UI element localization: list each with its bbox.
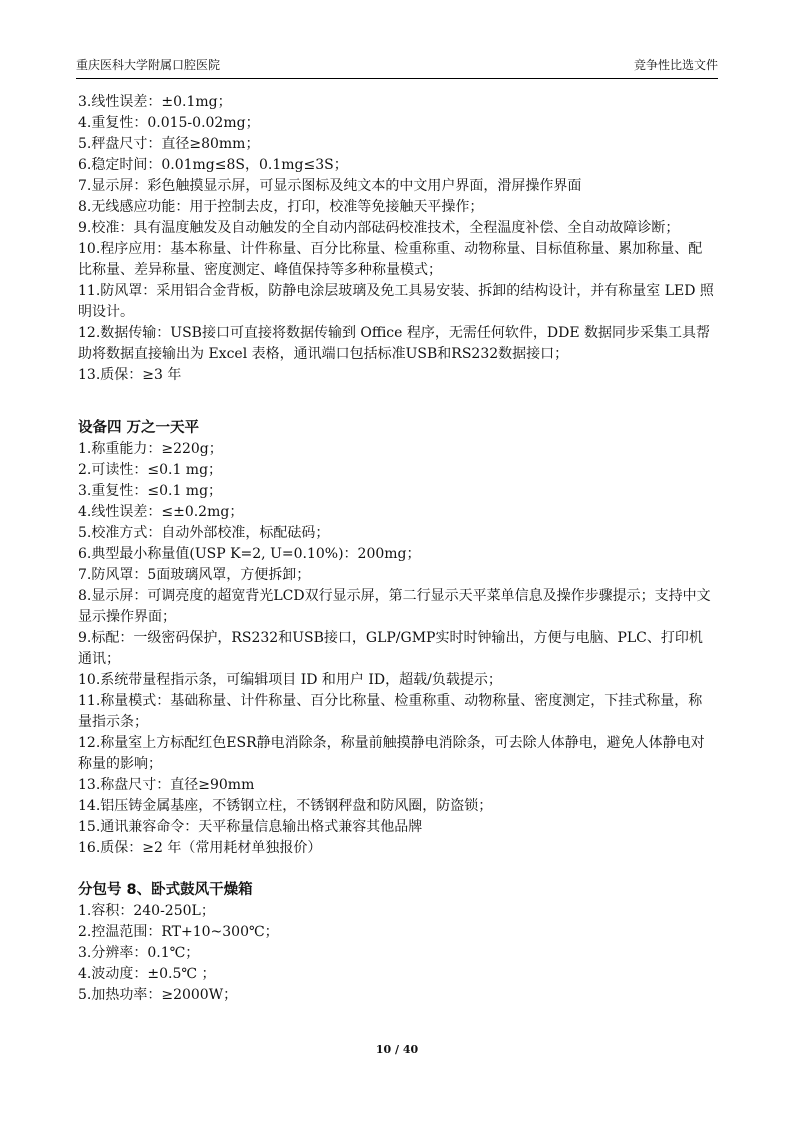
spec-item: 9.校准：具有温度触发及自动触发的全自动内部砝码校准技术，全程温度补偿、全自动故障诊断； bbox=[78, 220, 680, 236]
spec-item: 1.称重能力：≥220g； bbox=[78, 441, 223, 457]
spec-item: 12.称量室上方标配红色ESR静电消除条，称量前触摸静电消除条，可去除人体静电，避免人体静电对称量的影响； bbox=[78, 735, 705, 772]
spec-item: 4.波动度：±0.5℃ ； bbox=[78, 966, 216, 982]
section-title: 分包号 8、卧式鼓风干燥箱 bbox=[78, 882, 253, 898]
spec-item: 9.标配：一级密码保护，RS232和USB接口，GLP/GMP实时时钟输出，方便与电脑、PLC、打印机通讯； bbox=[78, 630, 703, 667]
header-doc-type: 竞争性比选文件 bbox=[633, 58, 718, 72]
section-equipment-4 bbox=[78, 418, 714, 859]
spec-item: 10.程序应用：基本称量、计件称量、百分比称量、检重称重、动物称量、目标值称量、累加称量、配比称量、差异称量、密度测定、峰值保持等多种称量模式； bbox=[78, 241, 703, 278]
spec-item: 5.秤盘尺寸：直径≥80mm； bbox=[78, 136, 260, 152]
spec-item: 16.质保：≥2 年（常用耗材单独报价） bbox=[78, 840, 322, 856]
spec-item: 15.通讯兼容命令：天平称量信息输出格式兼容其他品牌 bbox=[78, 819, 423, 835]
spec-item: 2.控温范围：RT+10~300℃； bbox=[78, 924, 279, 940]
section-title: 设备四 万之一天平 bbox=[78, 420, 200, 436]
spec-item: 11.称量模式：基础称量、计件称量、百分比称量、检重称重、动物称量、密度测定，下挂式称量，称量指示条； bbox=[78, 693, 703, 730]
spec-item: 14.铝压铸金属基座，不锈钢立柱，不锈钢秤盘和防风圈，防盗锁； bbox=[78, 798, 493, 814]
header-institution: 重庆医科大学附属口腔医院 bbox=[76, 58, 221, 72]
spec-item: 3.重复性：≤0.1 mg； bbox=[78, 483, 223, 499]
spec-item: 13.称盘尺寸：直径≥90mm bbox=[78, 777, 255, 793]
spec-item: 3.线性误差：±0.1mg； bbox=[78, 94, 232, 110]
page-number: 10 / 40 bbox=[375, 1043, 419, 1056]
spec-item: 13.质保：≥3 年 bbox=[78, 367, 182, 383]
spec-item: 7.显示屏：彩色触摸显示屏，可显示图标及纯文本的中文用户界面，滑屏操作界面 bbox=[78, 178, 582, 194]
spec-item: 8.无线感应功能：用于控制去皮，打印，校准等免接触天平操作； bbox=[78, 199, 484, 215]
spec-item: 12.数据传输：USB接口可直接将数据传输到 Office 程序，无需任何软件，DDE 数据同步采集工具帮助将数据直接输出为 Excel 表格，通讯端口包括标准USB和RS232数据接口； bbox=[78, 325, 710, 362]
spec-item: 8.显示屏：可调亮度的超宽背光LCD双行显示屏，第二行显示天平菜单信息及操作步骤提示；支持中文显示操作界面； bbox=[78, 588, 711, 625]
spec-item: 4.线性误差：≤±0.2mg； bbox=[78, 504, 244, 520]
spec-item: 1.容积：240-250L； bbox=[78, 903, 215, 919]
spec-item: 4.重复性：0.015-0.02mg； bbox=[78, 115, 260, 131]
spec-item: 5.加热功率：≥2000W； bbox=[78, 987, 238, 1003]
spec-item: 6.稳定时间：0.01mg≤8S，0.1mg≤3S； bbox=[78, 157, 348, 173]
spec-item: 11.防风罩：采用铝合金背板，防静电涂层玻璃及免工具易安装、拆卸的结构设计，并有称量室 LED 照明设计。 bbox=[78, 283, 714, 320]
page-header bbox=[76, 56, 718, 79]
spec-item: 7.防风罩：5面玻璃风罩，方便拆卸； bbox=[78, 567, 311, 583]
spec-list-continued bbox=[78, 92, 714, 386]
spec-item: 3.分辨率：0.1℃； bbox=[78, 945, 200, 961]
spec-item: 2.可读性：≤0.1 mg； bbox=[78, 462, 223, 478]
spec-item: 10.系统带量程指示条，可编辑项目 ID 和用户 ID，超载/负载提示； bbox=[78, 672, 502, 688]
spec-item: 6.典型最小称量值(USP K=2, U=0.10%)：200mg； bbox=[78, 546, 421, 562]
document-body bbox=[78, 92, 714, 1006]
section-package-8 bbox=[78, 880, 714, 1006]
spec-item: 5.校准方式：自动外部校准，标配砝码； bbox=[78, 525, 330, 541]
